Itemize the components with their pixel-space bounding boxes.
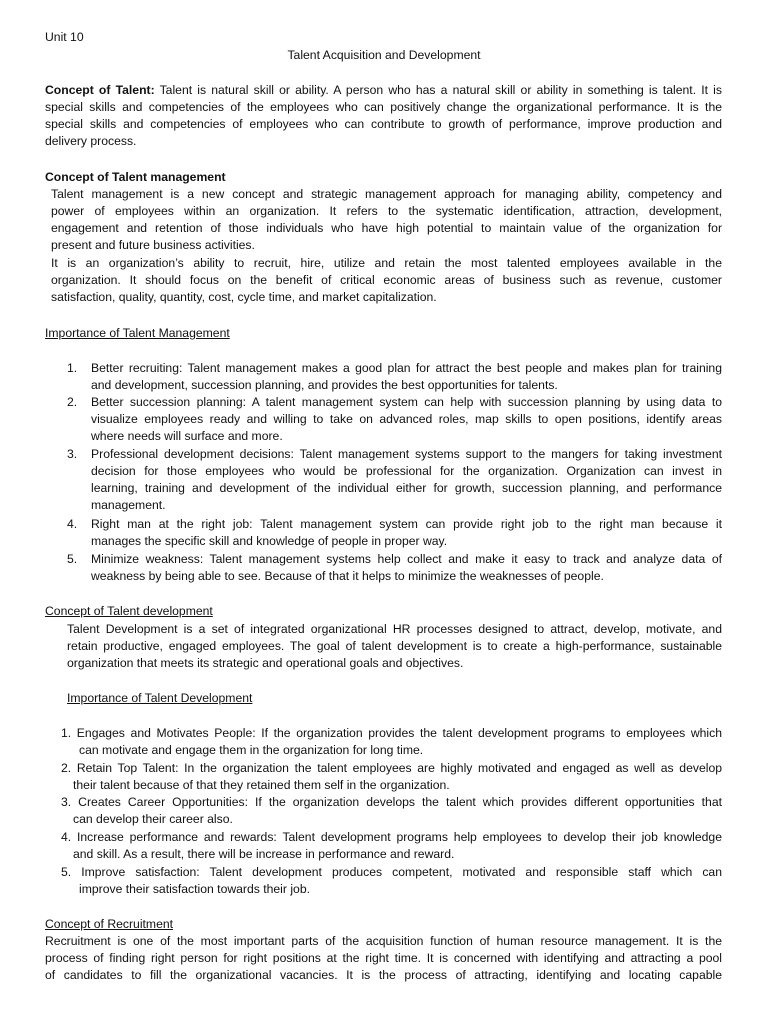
itm-item-3-line-4: management. [91, 498, 166, 512]
itm-item-2-number: 2. [67, 395, 78, 409]
recruitment-line-3: of candidates to fill the organizational vacancies. It is the process of attracting, identifying and locating capable [45, 968, 722, 982]
itm-item-2-line-2: visualize employees ready and willing to take on advanced roles, map skills to open positions, identify areas [91, 412, 722, 426]
talent-management-line-1: Talent management is a new concept and strategic management approach for managing ability, competency and [51, 187, 722, 201]
recruitment-line-2: process of finding right person for right positions at the right time. It is concerned with identifying and attracting a pool [45, 951, 722, 965]
itm-item-3-line-2: decision for those employees who would be professional for the organization. Organization can invest in [91, 464, 722, 478]
itm-item-3-line-1: Professional development decisions: Talent management systems support to the mangers for taking investment [91, 447, 722, 461]
itd-item-4-line-2: and skill. As a result, there will be increase in performance and reward. [73, 847, 455, 861]
talent-management-line-6: organization. It should focus on the benefit of critical economic areas of business such as revenue, customer [51, 273, 722, 287]
talent-development-line-1: Talent Development is a set of integrated organizational HR processes designed to attract, develop, motivate, and [67, 622, 722, 636]
document-title: Talent Acquisition and Development [287, 48, 481, 62]
concept-of-talent-heading: Concept of Talent: [45, 83, 155, 97]
itd-item-1-line-1: 1. Engages and Motivates People: If the organization provides the talent development programs to employees which [61, 726, 722, 740]
recruitment-heading: Concept of Recruitment [45, 917, 174, 931]
recruitment-line-1: Recruitment is one of the most important parts of the acquisition function of human resource management. It is the [45, 934, 722, 948]
concept-of-talent-line-3: special skills and competencies of employees who can contribute to growth of performance, improve production and [45, 117, 722, 131]
itm-item-5-line-1: Minimize weakness: Talent management systems help collect and make it easy to track and analyze data of [91, 552, 722, 566]
talent-management-line-3: engagement and retention of those individuals who have high potential to maintain value of the organization for [51, 221, 722, 235]
talent-development-line-2: retain productive, engaged employees. The goal of talent development is to create a high-performance, sustainable [67, 639, 722, 653]
itm-item-4-line-2: manages the specific skill and knowledge of people in proper way. [91, 534, 448, 548]
itd-item-3-line-2: can develop their career also. [73, 812, 233, 826]
talent-management-line-2: power of employees within an organization. It refers to the systematic identification, attraction, development, [51, 204, 722, 218]
importance-talent-management-heading: Importance of Talent Management [45, 326, 230, 340]
itd-item-2-line-2: their talent because of that they retained them self in the organization. [73, 778, 450, 792]
talent-development-line-3: organization that meets its strategic and operational goals and objectives. [67, 656, 464, 670]
concept-of-talent-text: Talent is natural skill or ability. A person who has a natural skill or ability in something is talent. It is [154, 83, 722, 97]
itm-item-3-number: 3. [67, 447, 78, 461]
concept-of-talent-line-4: delivery process. [45, 134, 137, 148]
itm-item-3-line-3: learning, training and development of the individual either for growth, succession planning, and performance [91, 481, 722, 495]
talent-management-heading: Concept of Talent management [45, 170, 226, 184]
concept-of-talent-line-2: special skills and competencies of the employees who can positively change the organizational performance. It is the [45, 100, 722, 114]
concept-of-talent-line-1 [45, 82, 722, 99]
itm-item-5-number: 5. [67, 552, 78, 566]
itm-item-4-line-1: Right man at the right job: Talent management system can provide right job to the right man because it [91, 517, 722, 531]
itm-item-2-line-3: where needs will surface and more. [91, 429, 283, 443]
itm-item-4-number: 4. [67, 517, 78, 531]
importance-talent-development-heading: Importance of Talent Development [67, 691, 253, 705]
itd-item-2-line-1: 2. Retain Top Talent: In the organization the talent employees are highly motivated and engaged as well as develop [61, 761, 722, 775]
talent-development-heading: Concept of Talent development [45, 604, 213, 618]
itd-item-5-line-2: improve their satisfaction towards their job. [79, 882, 310, 896]
itd-item-5-line-1: 5. Improve satisfaction: Talent development produces competent, motivated and responsible staff which can [61, 865, 722, 879]
itm-item-1-line-1: Better recruiting: Talent management makes a good plan for attract the best people and makes plan for training [91, 361, 722, 375]
itd-item-1-line-2: can motivate and engage them in the organization for long time. [79, 743, 424, 757]
talent-management-line-5: It is an organization’s ability to recruit, hire, utilize and retain the most talented employees available in the [51, 256, 722, 270]
itd-item-4-line-1: 4. Increase performance and rewards: Talent development programs help employees to develop their job knowledge [61, 830, 722, 844]
itm-item-1-line-2: and development, succession planning, and provides the best opportunities for talents. [91, 378, 558, 392]
itm-item-5-line-2: weakness by being able to see. Because of that it helps to minimize the weaknesses of people. [91, 569, 604, 583]
itm-item-2-line-1: Better succession planning: A talent management system can help with succession planning by using data to [91, 395, 722, 409]
unit-label: Unit 10 [45, 30, 84, 44]
itm-item-1-number: 1. [67, 361, 78, 375]
talent-management-line-4: present and future business activities. [51, 238, 255, 252]
talent-management-line-7: satisfaction, quality, quantity, cost, cycle time, and market capitalization. [51, 290, 437, 304]
itd-item-3-line-1: 3. Creates Career Opportunities: If the organization develops the talent which provides different opportunities that [61, 795, 722, 809]
